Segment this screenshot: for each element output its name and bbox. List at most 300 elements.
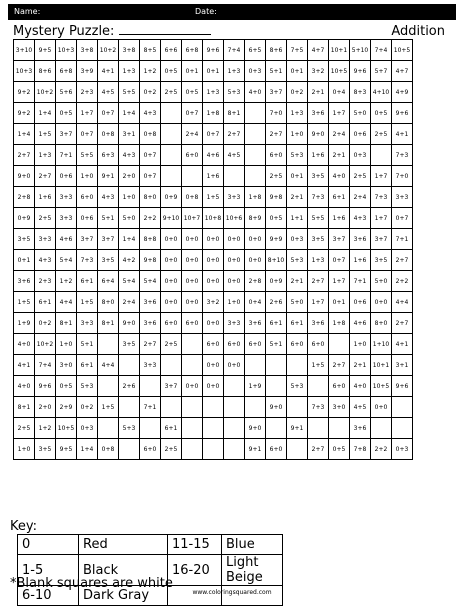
grid-cell[interactable]: 4+0 — [245, 82, 266, 103]
grid-cell[interactable]: 3+10 — [14, 40, 35, 61]
grid-cell[interactable]: 0+0 — [161, 250, 182, 271]
grid-cell[interactable] — [245, 124, 266, 145]
grid-cell[interactable]: 0+0 — [224, 229, 245, 250]
grid-cell[interactable]: 0+8 — [140, 124, 161, 145]
grid-cell[interactable]: 4+1 — [392, 334, 413, 355]
grid-cell[interactable]: 6+6 — [161, 40, 182, 61]
grid-cell[interactable]: 7+1 — [56, 145, 77, 166]
grid-cell[interactable] — [203, 418, 224, 439]
grid-cell[interactable]: 2+1 — [287, 187, 308, 208]
grid-cell[interactable]: 2+7 — [392, 313, 413, 334]
grid-cell[interactable]: 1+4 — [119, 103, 140, 124]
grid-cell[interactable]: 5+5 — [308, 208, 329, 229]
grid-cell[interactable]: 3+5 — [35, 439, 56, 460]
grid-cell[interactable]: 6+0 — [287, 334, 308, 355]
grid-cell[interactable]: 0+4 — [329, 82, 350, 103]
grid-cell[interactable]: 4+7 — [392, 61, 413, 82]
grid-cell[interactable] — [245, 355, 266, 376]
grid-cell[interactable]: 3+6 — [140, 292, 161, 313]
grid-cell[interactable]: 5+5 — [119, 82, 140, 103]
grid-cell[interactable]: 0+3 — [392, 439, 413, 460]
grid-cell[interactable]: 1+2 — [35, 418, 56, 439]
grid-cell[interactable]: 1+0 — [56, 334, 77, 355]
grid-cell[interactable]: 1+6 — [350, 250, 371, 271]
grid-cell[interactable]: 3+6 — [14, 271, 35, 292]
grid-cell[interactable]: 4+3 — [140, 103, 161, 124]
grid-cell[interactable]: 7+1 — [392, 229, 413, 250]
grid-cell[interactable]: 9+10 — [161, 208, 182, 229]
grid-cell[interactable]: 1+3 — [35, 145, 56, 166]
grid-cell[interactable]: 6+0 — [182, 313, 203, 334]
grid-cell[interactable]: 9+0 — [308, 124, 329, 145]
grid-cell[interactable]: 0+0 — [224, 250, 245, 271]
grid-cell[interactable]: 1+6 — [308, 145, 329, 166]
grid-cell[interactable]: 7+3 — [77, 250, 98, 271]
grid-cell[interactable]: 5+0 — [119, 208, 140, 229]
grid-cell[interactable]: 1+5 — [98, 397, 119, 418]
grid-cell[interactable] — [287, 397, 308, 418]
grid-cell[interactable]: 0+5 — [161, 61, 182, 82]
grid-cell[interactable]: 9+1 — [245, 439, 266, 460]
grid-cell[interactable]: 3+7 — [98, 229, 119, 250]
grid-cell[interactable]: 3+7 — [77, 229, 98, 250]
grid-cell[interactable]: 8+8 — [140, 229, 161, 250]
grid-cell[interactable]: 0+0 — [182, 376, 203, 397]
grid-cell[interactable]: 8+9 — [245, 208, 266, 229]
grid-cell[interactable]: 1+4 — [77, 439, 98, 460]
grid-cell[interactable] — [140, 376, 161, 397]
grid-cell[interactable]: 0+3 — [287, 229, 308, 250]
grid-cell[interactable]: 0+0 — [203, 376, 224, 397]
grid-cell[interactable]: 4+6 — [350, 313, 371, 334]
grid-cell[interactable]: 3+5 — [308, 166, 329, 187]
grid-cell[interactable]: 7+3 — [392, 145, 413, 166]
grid-cell[interactable]: 1+3 — [203, 82, 224, 103]
grid-cell[interactable]: 3+0 — [56, 355, 77, 376]
grid-cell[interactable]: 2+7 — [392, 250, 413, 271]
grid-cell[interactable]: 4+6 — [56, 229, 77, 250]
grid-cell[interactable]: 2+3 — [35, 271, 56, 292]
grid-cell[interactable]: 9+0 — [245, 418, 266, 439]
grid-cell[interactable]: 10+5 — [392, 40, 413, 61]
grid-cell[interactable]: 8+1 — [98, 313, 119, 334]
grid-cell[interactable] — [182, 166, 203, 187]
grid-cell[interactable]: 2+8 — [14, 187, 35, 208]
grid-cell[interactable] — [182, 355, 203, 376]
grid-cell[interactable]: 0+4 — [245, 292, 266, 313]
grid-cell[interactable]: 1+5 — [14, 292, 35, 313]
grid-cell[interactable]: 7+0 — [266, 103, 287, 124]
grid-cell[interactable]: 0+5 — [371, 103, 392, 124]
grid-cell[interactable]: 2+5 — [161, 334, 182, 355]
grid-cell[interactable]: 3+6 — [350, 229, 371, 250]
grid-cell[interactable]: 2+9 — [56, 397, 77, 418]
grid-cell[interactable]: 5+4 — [119, 271, 140, 292]
grid-cell[interactable]: 5+5 — [77, 145, 98, 166]
grid-cell[interactable]: 9+0 — [119, 313, 140, 334]
grid-cell[interactable]: 8+5 — [140, 40, 161, 61]
grid-cell[interactable]: 1+3 — [224, 61, 245, 82]
grid-cell[interactable] — [182, 334, 203, 355]
grid-cell[interactable]: 0+7 — [77, 124, 98, 145]
grid-cell[interactable]: 3+5 — [98, 250, 119, 271]
grid-cell[interactable]: 6+4 — [98, 271, 119, 292]
grid-cell[interactable] — [245, 166, 266, 187]
grid-cell[interactable]: 0+0 — [224, 355, 245, 376]
grid-cell[interactable]: 3+3 — [392, 187, 413, 208]
grid-cell[interactable] — [392, 418, 413, 439]
grid-cell[interactable]: 2+5 — [14, 418, 35, 439]
grid-cell[interactable] — [161, 103, 182, 124]
grid-cell[interactable]: 5+3 — [287, 376, 308, 397]
grid-cell[interactable]: 4+0 — [14, 376, 35, 397]
grid-cell[interactable]: 3+1 — [119, 124, 140, 145]
grid-cell[interactable] — [161, 397, 182, 418]
grid-cell[interactable]: 7+1 — [140, 397, 161, 418]
grid-cell[interactable]: 0+9 — [266, 271, 287, 292]
grid-cell[interactable]: 6+8 — [56, 61, 77, 82]
grid-cell[interactable]: 9+2 — [14, 103, 35, 124]
grid-cell[interactable]: 1+7 — [329, 103, 350, 124]
grid-cell[interactable]: 3+3 — [56, 187, 77, 208]
grid-cell[interactable]: 0+0 — [203, 229, 224, 250]
grid-cell[interactable]: 1+4 — [14, 124, 35, 145]
grid-cell[interactable]: 0+9 — [14, 208, 35, 229]
grid-cell[interactable]: 1+0 — [14, 439, 35, 460]
grid-cell[interactable]: 2+5 — [266, 166, 287, 187]
grid-cell[interactable]: 1+0 — [119, 187, 140, 208]
grid-cell[interactable]: 2+2 — [392, 271, 413, 292]
grid-cell[interactable]: 3+7 — [161, 376, 182, 397]
grid-cell[interactable]: 1+3 — [287, 103, 308, 124]
grid-cell[interactable]: 2+7 — [329, 355, 350, 376]
grid-cell[interactable]: 0+5 — [266, 208, 287, 229]
grid-cell[interactable]: 4+1 — [98, 61, 119, 82]
grid-cell[interactable] — [98, 334, 119, 355]
grid-cell[interactable]: 7+0 — [392, 166, 413, 187]
grid-cell[interactable] — [224, 166, 245, 187]
grid-cell[interactable]: 2+6 — [119, 376, 140, 397]
grid-cell[interactable] — [161, 166, 182, 187]
grid-cell[interactable]: 7+1 — [350, 271, 371, 292]
grid-cell[interactable]: 0+3 — [350, 145, 371, 166]
grid-cell[interactable]: 9+6 — [392, 376, 413, 397]
grid-cell[interactable]: 1+5 — [203, 187, 224, 208]
grid-cell[interactable]: 6+0 — [77, 187, 98, 208]
grid-cell[interactable]: 3+0 — [329, 397, 350, 418]
grid-cell[interactable]: 2+1 — [308, 82, 329, 103]
grid-cell[interactable]: 0+0 — [161, 229, 182, 250]
grid-cell[interactable]: 9+2 — [14, 82, 35, 103]
grid-cell[interactable]: 5+0 — [287, 292, 308, 313]
grid-cell[interactable]: 0+7 — [392, 208, 413, 229]
grid-cell[interactable]: 9+1 — [287, 418, 308, 439]
grid-cell[interactable]: 1+5 — [308, 355, 329, 376]
grid-cell[interactable]: 2+7 — [140, 334, 161, 355]
grid-cell[interactable]: 0+1 — [14, 250, 35, 271]
grid-cell[interactable]: 6+0 — [182, 145, 203, 166]
grid-cell[interactable]: 1+6 — [329, 208, 350, 229]
grid-cell[interactable]: 3+5 — [119, 334, 140, 355]
grid-cell[interactable]: 0+2 — [140, 82, 161, 103]
grid-cell[interactable]: 2+1 — [350, 355, 371, 376]
grid-cell[interactable] — [140, 418, 161, 439]
grid-cell[interactable]: 7+3 — [308, 397, 329, 418]
grid-cell[interactable]: 3+6 — [350, 418, 371, 439]
grid-cell[interactable]: 0+6 — [350, 292, 371, 313]
grid-cell[interactable]: 2+8 — [245, 271, 266, 292]
grid-cell[interactable]: 2+0 — [119, 166, 140, 187]
grid-cell[interactable]: 8+1 — [14, 397, 35, 418]
grid-cell[interactable]: 5+0 — [371, 271, 392, 292]
grid-cell[interactable]: 0+6 — [77, 208, 98, 229]
grid-cell[interactable]: 1+6 — [203, 166, 224, 187]
grid-cell[interactable] — [161, 145, 182, 166]
grid-cell[interactable]: 8+0 — [371, 313, 392, 334]
grid-cell[interactable]: 5+4 — [140, 271, 161, 292]
grid-cell[interactable]: 1+3 — [119, 61, 140, 82]
grid-cell[interactable]: 10+6 — [224, 208, 245, 229]
grid-cell[interactable]: 5+1 — [266, 334, 287, 355]
grid-cell[interactable]: 6+1 — [287, 313, 308, 334]
grid-cell[interactable]: 0+5 — [329, 439, 350, 460]
grid-cell[interactable]: 3+8 — [119, 40, 140, 61]
grid-cell[interactable]: 6+1 — [77, 355, 98, 376]
grid-cell[interactable]: 4+5 — [224, 145, 245, 166]
grid-cell[interactable]: 2+5 — [35, 208, 56, 229]
grid-cell[interactable]: 9+1 — [98, 166, 119, 187]
grid-cell[interactable]: 0+0 — [371, 397, 392, 418]
grid-cell[interactable]: 5+3 — [287, 145, 308, 166]
grid-cell[interactable]: 10+1 — [329, 40, 350, 61]
grid-cell[interactable]: 9+9 — [266, 229, 287, 250]
grid-cell[interactable]: 6+3 — [98, 145, 119, 166]
grid-cell[interactable]: 0+5 — [56, 376, 77, 397]
grid-cell[interactable]: 2+5 — [371, 124, 392, 145]
grid-cell[interactable] — [224, 376, 245, 397]
grid-cell[interactable] — [266, 355, 287, 376]
grid-cell[interactable]: 3+7 — [266, 82, 287, 103]
grid-cell[interactable]: 4+6 — [203, 145, 224, 166]
grid-cell[interactable]: 0+3 — [77, 418, 98, 439]
grid-cell[interactable]: 0+1 — [287, 166, 308, 187]
grid-cell[interactable] — [119, 397, 140, 418]
grid-cell[interactable] — [203, 439, 224, 460]
grid-cell[interactable]: 5+1 — [77, 334, 98, 355]
grid-cell[interactable]: 9+8 — [140, 250, 161, 271]
grid-cell[interactable]: 2+6 — [266, 292, 287, 313]
grid-cell[interactable] — [308, 418, 329, 439]
grid-cell[interactable]: 7+3 — [371, 187, 392, 208]
grid-cell[interactable]: 8+0 — [98, 292, 119, 313]
grid-cell[interactable] — [266, 376, 287, 397]
grid-cell[interactable] — [371, 418, 392, 439]
grid-cell[interactable]: 3+3 — [56, 208, 77, 229]
grid-cell[interactable]: 1+7 — [329, 271, 350, 292]
grid-cell[interactable]: 8+10 — [266, 250, 287, 271]
grid-cell[interactable]: 8+3 — [350, 82, 371, 103]
grid-cell[interactable]: 2+5 — [161, 82, 182, 103]
grid-cell[interactable]: 9+5 — [56, 439, 77, 460]
grid-cell[interactable]: 3+3 — [35, 229, 56, 250]
grid-cell[interactable]: 1+2 — [56, 271, 77, 292]
grid-cell[interactable]: 5+3 — [119, 418, 140, 439]
grid-cell[interactable]: 6+0 — [203, 334, 224, 355]
grid-cell[interactable]: 5+1 — [266, 61, 287, 82]
grid-cell[interactable]: 10+5 — [56, 418, 77, 439]
grid-cell[interactable]: 2+1 — [287, 271, 308, 292]
grid-cell[interactable]: 4+10 — [371, 82, 392, 103]
grid-cell[interactable]: 6+0 — [161, 313, 182, 334]
grid-cell[interactable] — [224, 439, 245, 460]
grid-cell[interactable]: 2+5 — [350, 166, 371, 187]
grid-cell[interactable]: 3+5 — [371, 250, 392, 271]
grid-cell[interactable]: 10+1 — [371, 355, 392, 376]
grid-cell[interactable]: 6+1 — [35, 292, 56, 313]
grid-cell[interactable]: 0+1 — [203, 61, 224, 82]
grid-cell[interactable]: 1+7 — [308, 292, 329, 313]
grid-cell[interactable]: 0+7 — [182, 103, 203, 124]
grid-cell[interactable] — [287, 355, 308, 376]
grid-cell[interactable]: 0+0 — [203, 355, 224, 376]
grid-cell[interactable] — [119, 355, 140, 376]
grid-cell[interactable] — [203, 397, 224, 418]
grid-cell[interactable]: 4+5 — [350, 397, 371, 418]
grid-cell[interactable] — [98, 418, 119, 439]
grid-cell[interactable]: 1+5 — [35, 124, 56, 145]
grid-cell[interactable]: 6+0 — [224, 334, 245, 355]
grid-cell[interactable]: 3+6 — [140, 313, 161, 334]
grid-cell[interactable]: 6+1 — [266, 313, 287, 334]
grid-cell[interactable]: 10+2 — [35, 82, 56, 103]
grid-cell[interactable]: 6+0 — [266, 145, 287, 166]
grid-cell[interactable]: 8+1 — [56, 313, 77, 334]
grid-cell[interactable]: 4+9 — [392, 82, 413, 103]
grid-cell[interactable]: 1+8 — [329, 313, 350, 334]
grid-cell[interactable]: 4+0 — [14, 334, 35, 355]
grid-cell[interactable]: 0+7 — [140, 145, 161, 166]
grid-cell[interactable]: 9+5 — [35, 40, 56, 61]
grid-cell[interactable]: 6+0 — [245, 334, 266, 355]
grid-cell[interactable]: 0+9 — [161, 187, 182, 208]
grid-cell[interactable]: 7+8 — [350, 439, 371, 460]
grid-cell[interactable]: 10+7 — [182, 208, 203, 229]
grid-cell[interactable]: 4+3 — [350, 208, 371, 229]
grid-cell[interactable]: 0+7 — [329, 250, 350, 271]
grid-cell[interactable] — [245, 397, 266, 418]
grid-cell[interactable] — [266, 418, 287, 439]
grid-cell[interactable]: 9+6 — [35, 376, 56, 397]
grid-cell[interactable]: 0+0 — [203, 250, 224, 271]
grid-cell[interactable]: 4+4 — [56, 292, 77, 313]
grid-cell[interactable] — [161, 355, 182, 376]
grid-cell[interactable]: 1+5 — [77, 292, 98, 313]
grid-cell[interactable]: 0+2 — [287, 82, 308, 103]
grid-cell[interactable]: 2+4 — [182, 124, 203, 145]
grid-cell[interactable]: 4+0 — [329, 166, 350, 187]
grid-cell[interactable] — [329, 334, 350, 355]
grid-cell[interactable] — [329, 418, 350, 439]
grid-cell[interactable]: 1+9 — [14, 313, 35, 334]
grid-cell[interactable]: 7+4 — [371, 40, 392, 61]
grid-cell[interactable]: 3+3 — [140, 355, 161, 376]
grid-cell[interactable]: 2+7 — [266, 124, 287, 145]
grid-cell[interactable]: 2+7 — [308, 271, 329, 292]
grid-cell[interactable]: 0+0 — [224, 271, 245, 292]
grid-cell[interactable]: 1+10 — [371, 334, 392, 355]
grid-cell[interactable]: 4+1 — [392, 124, 413, 145]
grid-cell[interactable]: 8+6 — [266, 40, 287, 61]
grid-cell[interactable] — [392, 397, 413, 418]
grid-cell[interactable]: 3+5 — [14, 229, 35, 250]
grid-cell[interactable]: 5+10 — [350, 40, 371, 61]
grid-cell[interactable]: 10+3 — [14, 61, 35, 82]
grid-cell[interactable]: 9+0 — [266, 397, 287, 418]
grid-cell[interactable]: 3+7 — [56, 124, 77, 145]
grid-cell[interactable]: 4+4 — [392, 292, 413, 313]
grid-cell[interactable]: 0+0 — [203, 271, 224, 292]
grid-cell[interactable]: 3+3 — [224, 187, 245, 208]
grid-cell[interactable]: 5+7 — [371, 61, 392, 82]
grid-cell[interactable]: 5+6 — [56, 82, 77, 103]
grid-cell[interactable] — [245, 103, 266, 124]
grid-cell[interactable]: 2+2 — [371, 439, 392, 460]
grid-cell[interactable]: 0+0 — [161, 271, 182, 292]
grid-cell[interactable] — [182, 418, 203, 439]
grid-cell[interactable]: 0+0 — [245, 229, 266, 250]
grid-cell[interactable]: 2+4 — [329, 124, 350, 145]
grid-cell[interactable]: 5+3 — [287, 250, 308, 271]
grid-cell[interactable]: 1+1 — [287, 208, 308, 229]
grid-cell[interactable]: 3+7 — [371, 229, 392, 250]
grid-cell[interactable]: 4+3 — [119, 145, 140, 166]
grid-cell[interactable] — [182, 397, 203, 418]
grid-cell[interactable]: 0+6 — [56, 166, 77, 187]
grid-cell[interactable]: 10+8 — [203, 208, 224, 229]
grid-cell[interactable]: 1+3 — [308, 250, 329, 271]
grid-cell[interactable]: 7+5 — [287, 40, 308, 61]
grid-cell[interactable]: 4+7 — [308, 40, 329, 61]
grid-cell[interactable]: 5+0 — [350, 103, 371, 124]
grid-cell[interactable]: 1+9 — [245, 376, 266, 397]
grid-cell[interactable]: 9+6 — [392, 103, 413, 124]
grid-cell[interactable]: 0+8 — [182, 187, 203, 208]
grid-cell[interactable]: 0+0 — [245, 250, 266, 271]
grid-cell[interactable]: 0+0 — [371, 292, 392, 313]
grid-cell[interactable]: 2+4 — [119, 292, 140, 313]
grid-cell[interactable]: 7+3 — [308, 187, 329, 208]
grid-cell[interactable]: 3+2 — [308, 61, 329, 82]
grid-cell[interactable]: 0+1 — [182, 61, 203, 82]
grid-cell[interactable]: 2+3 — [77, 82, 98, 103]
grid-cell[interactable]: 2+7 — [308, 439, 329, 460]
grid-cell[interactable]: 10+5 — [371, 376, 392, 397]
grid-cell[interactable]: 0+0 — [182, 250, 203, 271]
grid-cell[interactable]: 8+1 — [224, 103, 245, 124]
grid-cell[interactable]: 1+4 — [119, 229, 140, 250]
grid-cell[interactable] — [119, 439, 140, 460]
grid-cell[interactable]: 1+0 — [287, 124, 308, 145]
grid-cell[interactable]: 0+0 — [182, 271, 203, 292]
grid-cell[interactable]: 3+3 — [224, 313, 245, 334]
grid-cell[interactable]: 8+0 — [140, 187, 161, 208]
grid-cell[interactable] — [287, 439, 308, 460]
grid-cell[interactable]: 0+0 — [161, 292, 182, 313]
grid-cell[interactable]: 0+7 — [203, 124, 224, 145]
grid-cell[interactable]: 3+6 — [308, 313, 329, 334]
grid-cell[interactable]: 3+5 — [308, 229, 329, 250]
grid-cell[interactable]: 9+0 — [14, 166, 35, 187]
